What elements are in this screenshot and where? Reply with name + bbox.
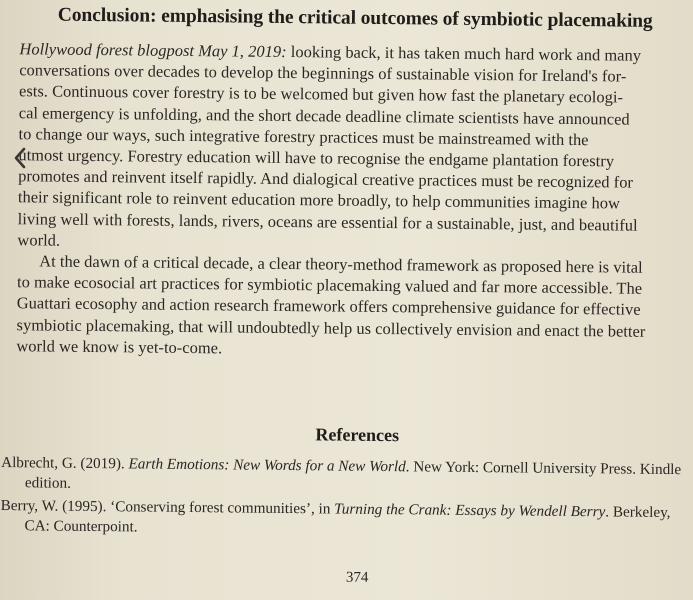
text-line: to change our ways, such integrative forestry practices must be mainstreamed with the xyxy=(18,124,589,149)
section-heading: Conclusion: emphasising the critical outcomes of symbiotic placemaking xyxy=(57,4,653,32)
text-line: conversations over decades to develop the beginnings of sustainable vision for Ireland's for- xyxy=(19,60,627,86)
reference-entry xyxy=(1,453,693,499)
reference-publisher: . New York: Cornell University Press. Kindle xyxy=(405,458,682,479)
reference-title: Earth Emotions: New Words for a New World xyxy=(128,455,406,476)
reference-continuation: edition. xyxy=(24,473,72,492)
references-heading: References xyxy=(315,424,400,446)
text-line-segment: looking back, it has taken much hard work and many xyxy=(286,42,642,65)
paragraph-2 xyxy=(16,250,693,363)
text-line: cal emergency is unfolding, and the short decade deadline climate scientists have announced xyxy=(18,102,630,129)
text-line: world we know is yet-to-come. xyxy=(16,336,223,358)
reference-entry xyxy=(0,496,693,542)
reference-title: Turning the Crank: Essays by Wendell Berry xyxy=(334,500,606,521)
text-line: to make ecosocial art practices for symbiotic placemaking valued and far more accessible. The xyxy=(16,272,643,298)
text-line: At the dawn of a critical decade, a clear theory-method framework as proposed here is vital xyxy=(39,251,643,277)
text-line: living well with forests, lands, rivers, oceans are essential for a sustainable, just, and beautiful xyxy=(17,208,638,235)
text-line: Guattari ecosophy and action research framework offers comprehensive guidance for effective xyxy=(16,293,641,320)
text-line: world. xyxy=(17,230,61,250)
page-number: 374 xyxy=(345,569,369,586)
chevron-left-icon xyxy=(13,147,27,169)
reference-author: Berry, W. (1995). ‘Conserving forest communities’, in xyxy=(0,497,335,518)
text-line: ests. Continuous cover forestry is to be welcomed but given how fast the planetary ecologi- xyxy=(18,81,624,107)
text-line: symbiotic placemaking, that will undoubtedly help us collectively envision and enact the better xyxy=(16,314,646,341)
back-button[interactable] xyxy=(9,144,31,172)
paragraph-1 xyxy=(17,38,693,257)
reference-publisher: . Berkeley, xyxy=(605,503,671,522)
text-line: utmost urgency. Forestry education will have to recognise the endgame plantation forestry xyxy=(18,145,615,171)
reference-continuation: CA: Counterpoint. xyxy=(24,516,138,535)
blogpost-citation: Hollywood forest blogpost May 1, 2019: xyxy=(19,39,287,62)
reference-author: Albrecht, G. (2019). xyxy=(1,454,129,473)
text-line: promotes and reinvent itself rapidly. And dialogical creative practices must be recognized for xyxy=(18,166,634,192)
text-line: their significant role to reinvent education more broadly, to help communities imagine how xyxy=(17,187,621,213)
body-text xyxy=(16,38,693,363)
